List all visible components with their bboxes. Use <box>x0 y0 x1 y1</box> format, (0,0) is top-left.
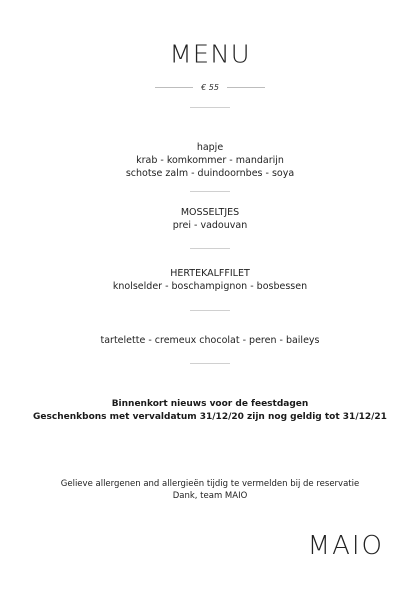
course-starter-dish-1: krab - komkommer - mandarijn <box>136 155 284 166</box>
price-row <box>0 80 420 94</box>
course-dessert-dish: tartelette - cremeux chocolat - peren - baileys <box>100 335 320 346</box>
divider <box>190 248 230 249</box>
course-main-heading: HERTEKALFFILET <box>170 268 250 279</box>
divider <box>190 191 230 192</box>
notice-line-1: Binnenkort nieuws voor de feestdagen <box>111 399 309 409</box>
price-line-right <box>227 87 265 88</box>
menu-title: MENU <box>169 40 251 70</box>
course-starter <box>0 141 420 180</box>
course-main-dish: knolselder - boschampignon - bosbessen <box>112 281 308 292</box>
holiday-notice <box>0 398 420 424</box>
course-dessert <box>0 334 420 347</box>
divider <box>190 310 230 311</box>
menu-price: € 55 <box>201 82 219 92</box>
notice-line-2: Geschenkbons met vervaldatum 31/12/20 zijn nog geldig tot 31/12/21 <box>33 412 387 422</box>
course-main <box>0 267 420 293</box>
course-mussels-heading: MOSSELTJES <box>180 207 240 218</box>
footer-line-1: Gelieve allergenen and allergieën tijdig te vermelden bij de reservatie <box>60 479 360 489</box>
course-starter-dish-2: schotse zalm - duindoornbes - soya <box>125 168 295 179</box>
brand-logo: MAIO <box>307 531 384 561</box>
allergen-footer <box>0 478 420 502</box>
course-mussels-dish: prei - vadouvan <box>172 220 248 231</box>
footer-line-2: Dank, team MAIO <box>172 491 248 501</box>
course-starter-heading: hapje <box>196 142 224 153</box>
divider <box>190 107 230 108</box>
divider <box>190 363 230 364</box>
course-mussels <box>0 206 420 232</box>
price-line-left <box>155 87 193 88</box>
